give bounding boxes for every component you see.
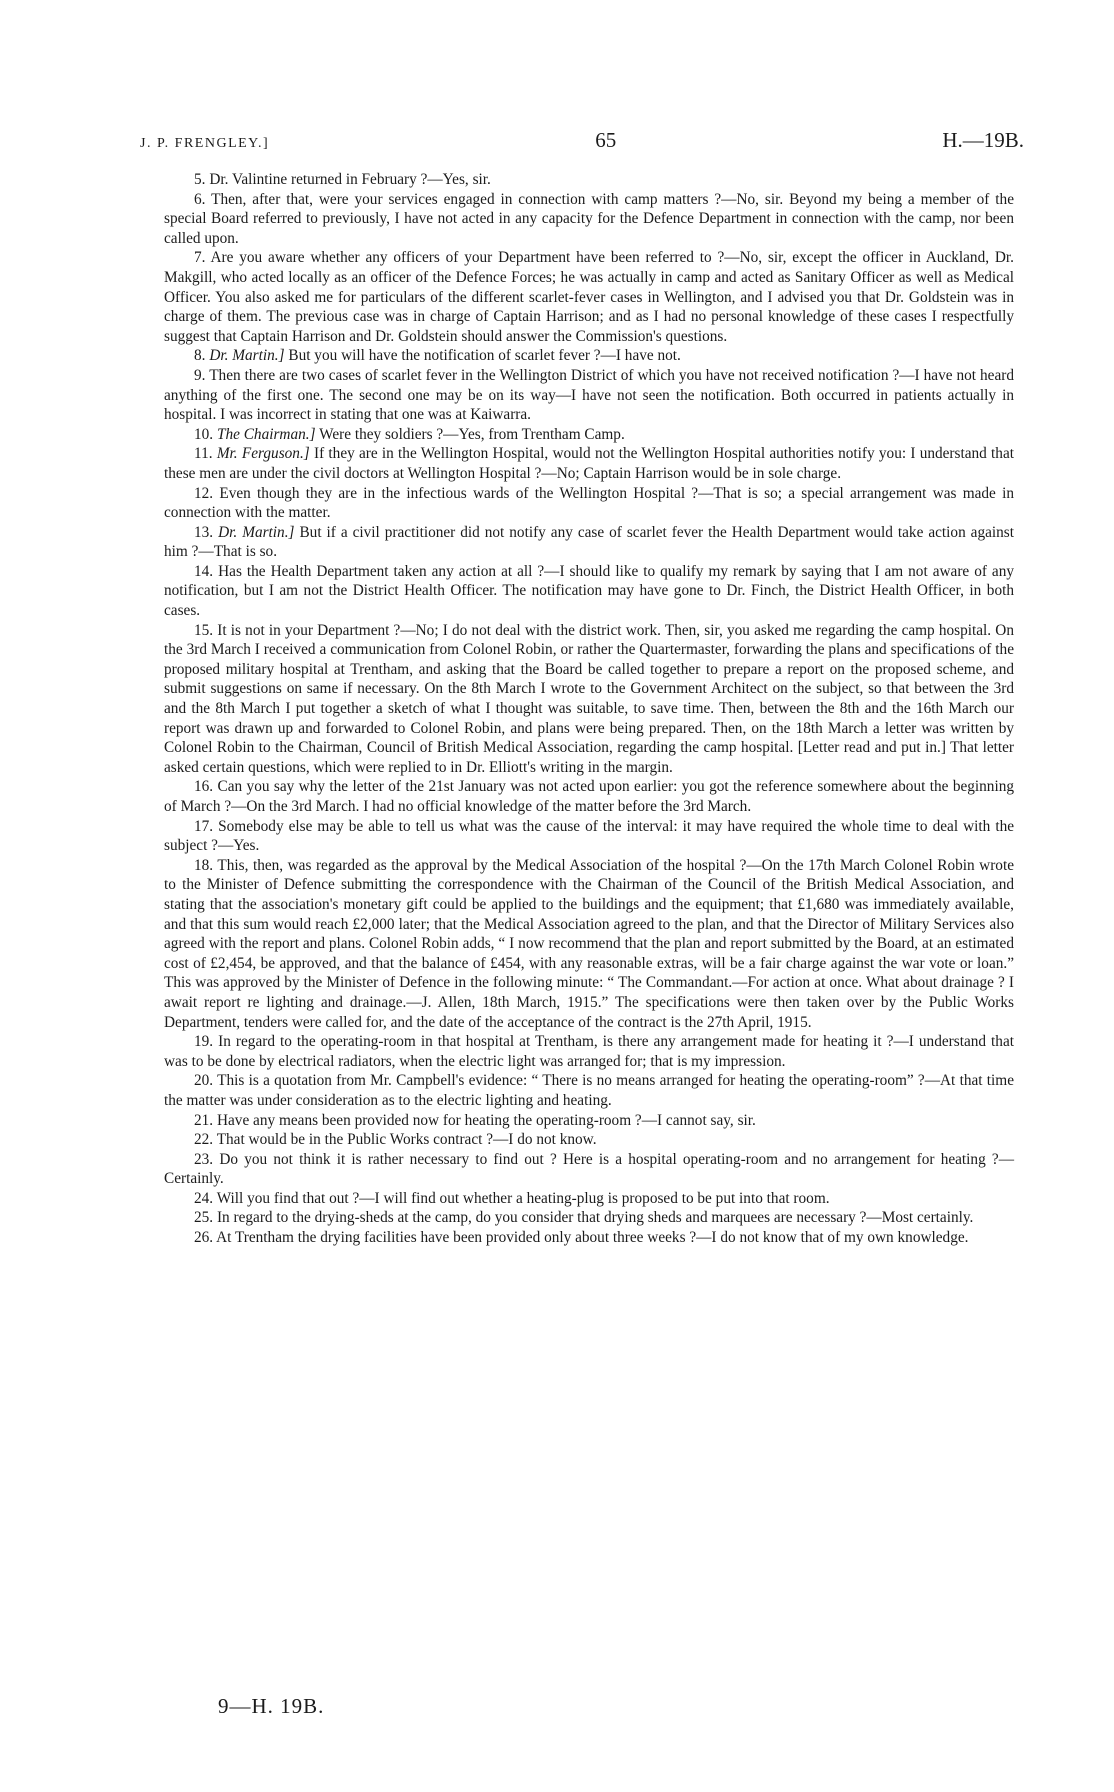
evidence-paragraph bbox=[164, 1189, 1014, 1209]
evidence-paragraph bbox=[164, 1130, 1014, 1150]
signature-footer: 9—H. 19B. bbox=[218, 1694, 325, 1718]
question-number: 17. bbox=[194, 817, 214, 835]
evidence-paragraph bbox=[164, 366, 1014, 425]
question-answer-text: This is a quotation from Mr. Campbell's evidence: “ There is no means arranged for heating the operating-room” ?—At that time the matter was under consideration as to the electric lighting and heating. bbox=[164, 1072, 1014, 1109]
evidence-paragraph bbox=[164, 1150, 1014, 1189]
evidence-paragraph bbox=[164, 1208, 1014, 1228]
question-number: 23. bbox=[194, 1150, 214, 1168]
evidence-paragraph bbox=[164, 523, 1014, 562]
evidence-paragraph bbox=[164, 777, 1014, 816]
question-answer-text: If they are in the Wellington Hospital, would not the Wellington Hospital authorities notify you: I understand that these men are under the civil doctors at Wellington Hospital ?—No; Captain Harrison would be in sole charge. bbox=[164, 445, 1014, 482]
question-number: 26. bbox=[194, 1229, 214, 1247]
question-answer-text: Somebody else may be able to tell us what was the cause of the interval: it may have required the whole time to deal with the subject ?—Yes. bbox=[164, 817, 1015, 855]
evidence-paragraph bbox=[164, 1032, 1014, 1071]
evidence-paragraph bbox=[164, 621, 1014, 778]
question-answer-text: Will you find that out ?—I will find out whether a heating-plug is proposed to be put into that room. bbox=[216, 1189, 830, 1207]
question-number: 19. bbox=[194, 1033, 214, 1051]
question-number: 16. bbox=[194, 778, 214, 796]
evidence-paragraph bbox=[164, 562, 1014, 621]
evidence-paragraph bbox=[164, 1111, 1014, 1131]
question-answer-text: This, then, was regarded as the approval by the Medical Association of the hospital ?—On the 17th March Colonel Robin wrote to the Minister of Defence submitting the correspondence with the Chairman of the Council of the British Medical Association, and stating that the association's monetary gift could be applied to the buildings and the equipment; that £1,680 was immediately available, and that this sum would reach £2,000 later; that the Medical Association agreed to the plan, and that the Director of Military Services also agreed with the report and plans. Colonel Robin adds, “ I now recommend that the plan and report submitted by the Board, at an estimated cost of £2,454, be approved, and that the balance of £454, with any reasonable extras, will be a fair charge against the war vote or loan.” This was approved by the Minister of Defence in the following minute: “ The Commandant.—For action at once. What about drainage ? I await report re lighting and drainage.—J. Allen, 18th March, 1915.” The specifications were then taken over by the Public Works Department, tenders were called for, and the date of the acceptance of the contract is the 27th April, 1915. bbox=[164, 856, 1014, 1031]
question-number: 24. bbox=[194, 1189, 214, 1207]
question-answer-text: Then there are two cases of scarlet fever in the Wellington District of which you have not received notification ?—I have not heard anything of the first one. The second one may be on its way—I have not seen the notification. Both occurred in patients actually in hospital. I was incorrect in stating that one was at Kaiwarra. bbox=[164, 366, 1014, 424]
page-header bbox=[140, 128, 1024, 158]
question-number: 13. bbox=[194, 523, 214, 541]
question-number: 9. bbox=[194, 366, 206, 384]
question-number: 12. bbox=[194, 484, 214, 502]
paper-reference: H.—19B. bbox=[942, 128, 1024, 152]
question-answer-text: Were they soldiers ?—Yes, from Trentham Camp. bbox=[319, 425, 625, 443]
question-number: 25. bbox=[194, 1209, 214, 1227]
speaker-label: The Chairman.] bbox=[216, 425, 316, 443]
speaker-label: Mr. Ferguson.] bbox=[216, 445, 310, 463]
evidence-paragraph bbox=[164, 190, 1014, 249]
question-number: 8. bbox=[194, 347, 206, 365]
evidence-paragraph bbox=[164, 856, 1014, 1032]
question-answer-text: Dr. Valintine returned in February ?—Yes, sir. bbox=[209, 171, 491, 188]
question-number: 21. bbox=[194, 1111, 214, 1129]
question-number: 14. bbox=[194, 562, 214, 580]
question-answer-text: That would be in the Public Works contract ?—I do not know. bbox=[216, 1131, 597, 1149]
question-number: 6. bbox=[194, 190, 206, 208]
evidence-paragraph bbox=[164, 170, 1014, 190]
page-number: 65 bbox=[595, 128, 617, 152]
question-number: 10. bbox=[194, 425, 214, 443]
question-number: 22. bbox=[194, 1131, 214, 1149]
question-answer-text: At Trentham the drying facilities have been provided only about three weeks ?—I do not know that of my own knowledge. bbox=[216, 1229, 969, 1247]
speaker-label: Dr. Martin.] bbox=[218, 523, 295, 541]
evidence-paragraph bbox=[164, 484, 1014, 523]
evidence-paragraph bbox=[164, 346, 1014, 366]
witness-name-header: J. P. FRENGLEY.] bbox=[140, 136, 270, 151]
question-number: 5. bbox=[194, 171, 206, 188]
question-number: 20. bbox=[194, 1072, 214, 1090]
evidence-paragraph bbox=[164, 248, 1014, 346]
question-answer-text: It is not in your Department ?—No; I do not deal with the district work. Then, sir, you asked me regarding the camp hospital. On the 3rd March I received a communication from Colonel Robin, or rather the Quartermaster, forwarding the plans and specifications of the proposed military hospital at Trentham, and asking that the Board be called together to prepare a report on the proposed scheme, and submit suggestions on same if necessary. On the 8th March I wrote to the Government Architect on the subject, so that between the 3rd and the 8th March I put together a sketch of what I thought was suitable, to save time. Then, between the 8th and the 16th March our report was drawn up and forwarded to Colonel Robin, and plans were being prepared. Then, on the 18th March a letter was written by Colonel Robin to the Chairman, Council of British Medical Association, regarding the camp hospital. [Letter read and put in.] That letter asked certain questions, which were replied to in Dr. Elliott's writing in the margin. bbox=[164, 621, 1014, 776]
question-answer-text: In regard to the operating-room in that hospital at Trentham, is there any arrangement made for heating it ?—I understand that was to be done by electrical radiators, when the electric light was arranged for; that is my impression. bbox=[164, 1033, 1014, 1070]
question-answer-text: Have any means been provided now for heating the operating-room ?—I cannot say, sir. bbox=[216, 1111, 756, 1129]
speaker-label: Dr. Martin.] bbox=[209, 347, 285, 365]
question-answer-text: Has the Health Department taken any action at all ?—I should like to qualify my remark by saying that I am not aware of any notification, but I am not the District Health Officer. The notification may have gone to Dr. Finch, the District Health Officer, in both cases. bbox=[164, 562, 1015, 620]
question-answer-text: Can you say why the letter of the 21st January was not acted upon earlier: you got the reference somewhere about the beginning of March ?—On the 3rd March. I had no official knowledge of the matter before the 3rd March. bbox=[164, 778, 1014, 815]
question-answer-text: Do you not think it is rather necessary to find out ? Here is a hospital operating-room and no arrangement for heating ?—Certainly. bbox=[164, 1150, 1014, 1188]
question-number: 15. bbox=[194, 621, 214, 639]
question-answer-text: Then, after that, were your services engaged in connection with camp matters ?—No, sir. Beyond my being a member of the special Board referred to previously, I have not acted in any capacity for the Defence Department in connection with the camp, nor been called upon. bbox=[164, 190, 1014, 247]
evidence-paragraph bbox=[164, 817, 1014, 856]
question-answer-text: In regard to the drying-sheds at the camp, do you consider that drying sheds and marquees are necessary ?—Most certainly. bbox=[216, 1209, 974, 1227]
evidence-paragraph bbox=[164, 1071, 1014, 1110]
question-number: 11. bbox=[194, 445, 213, 463]
question-answer-text: Even though they are in the infectious wards of the Wellington Hospital ?—That is so; a special arrangement was made in connection with the matter. bbox=[164, 484, 1014, 522]
evidence-paragraph bbox=[164, 425, 1014, 445]
evidence-paragraph bbox=[164, 1228, 1014, 1248]
evidence-paragraph bbox=[164, 444, 1014, 483]
question-answer-text: But if a civil practitioner did not notify any case of scarlet fever the Health Department would take action against him ?—That is so. bbox=[164, 523, 1015, 561]
question-answer-text: But you will have the notification of scarlet fever ?—I have not. bbox=[288, 347, 681, 365]
question-number: 7. bbox=[194, 249, 206, 267]
question-answer-text: Are you aware whether any officers of your Department have been referred to ?—No, sir, except the officer in Auckland, Dr. Makgill, who acted locally as an officer of the Defence Forces; he was actually in camp and acted as Sanitary Officer as well as Medical Officer. You also asked me for particulars of the different scarlet-fever cases in Wellington, and I advised you that Dr. Goldstein was in charge of them. The previous case was in charge of Captain Harrison; and as I had no personal knowledge of these cases I respectfully suggest that Captain Harrison and Dr. Goldstein should answer the Commission's questions. bbox=[164, 249, 1015, 345]
question-number: 18. bbox=[194, 856, 214, 874]
evidence-body bbox=[164, 170, 1014, 1248]
